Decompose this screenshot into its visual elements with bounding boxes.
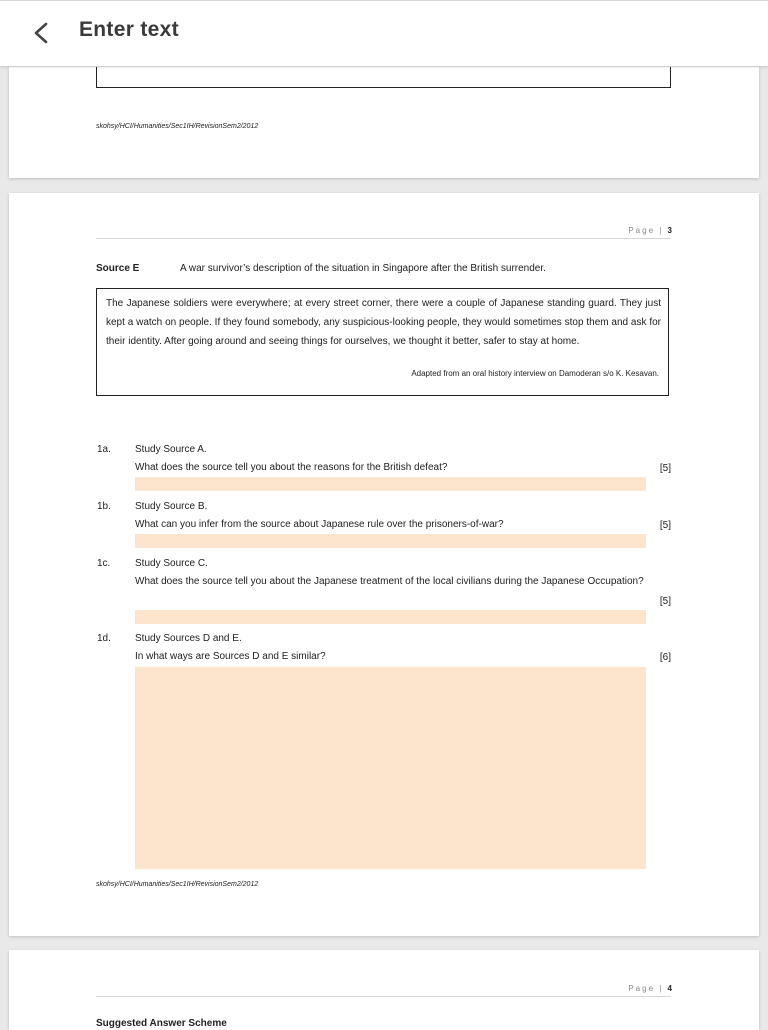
answer-field-1c[interactable]: [135, 610, 646, 624]
page-number-value: 3: [667, 226, 672, 235]
question-marks: [5]: [659, 596, 671, 607]
question-number: 1a.: [97, 444, 111, 455]
question-text: In what ways are Sources D and E similar?: [135, 651, 326, 662]
chevron-left-icon: [26, 15, 60, 51]
page-label: Page: [628, 226, 656, 235]
back-button[interactable]: [26, 15, 60, 51]
question-number: 1d.: [97, 633, 111, 644]
answer-field-1a[interactable]: [135, 477, 646, 491]
question-heading: Study Source C.: [135, 558, 208, 569]
section-heading: Suggested Answer Scheme: [96, 1018, 227, 1029]
answer-field-1b[interactable]: [135, 534, 646, 548]
question-number: 1c.: [97, 558, 111, 569]
page-number: Page | 3: [628, 226, 672, 235]
question-text: What can you infer from the source about Japanese rule over the prisoners-of-war?: [135, 519, 504, 530]
question-heading: Study Sources D and E.: [135, 633, 242, 644]
question-text: What does the source tell you about the reasons for the British defeat?: [135, 462, 448, 473]
question-heading: Study Source B.: [135, 501, 208, 512]
page-number: Page | 4: [628, 984, 672, 993]
page-label: Page: [628, 984, 656, 993]
source-credit: Adapted from an oral history interview on Damoderan s/o K. Kesavan.: [411, 369, 659, 378]
question-marks: [6]: [659, 652, 671, 663]
source-label: Source E: [96, 263, 140, 274]
question-text: What does the source tell you about the Japanese treatment of the local civilians during the Japanese Occupation?: [135, 576, 644, 587]
header-rule: [96, 238, 671, 239]
document-page-4: [9, 950, 759, 1030]
page-title: Enter text: [79, 18, 179, 41]
source-title: A war survivor’s description of the situation in Singapore after the British surrender.: [180, 263, 546, 274]
document-page-3: [9, 193, 759, 936]
question-heading: Study Source A.: [135, 444, 207, 455]
footer-code: skohsy/HCI/Humanities/Sec1IH/RevisionSem2/2012: [96, 881, 259, 888]
top-app-bar: [0, 0, 768, 67]
question-marks: [5]: [659, 520, 671, 531]
question-marks: [5]: [659, 463, 671, 474]
question-number: 1b.: [97, 501, 111, 512]
header-rule: [96, 996, 671, 997]
source-box: [96, 288, 669, 396]
footer-code: skohsy/HCI/Humanities/Sec1IH/RevisionSem2/2012: [96, 123, 259, 130]
answer-field-1d[interactable]: [135, 667, 646, 869]
source-text: The Japanese soldiers were everywhere; at every street corner, there were a couple of Japanese standing guard. They just kept a watch on people. If they found somebody, any suspicious-looking people, they would sometimes stop them and ask for their identity. After going around and seeing things for ourselves, we thought it better, safer to stay at home.: [106, 298, 661, 347]
page-number-value: 4: [667, 984, 672, 993]
